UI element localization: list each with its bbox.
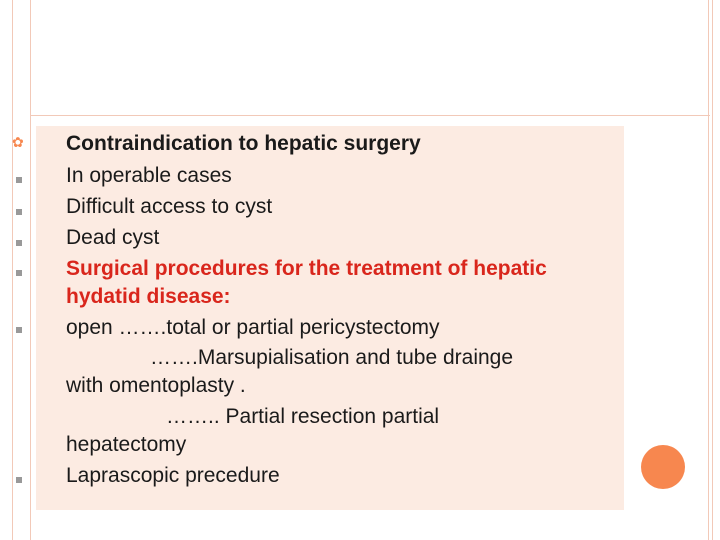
list-item-sub: …….. Partial resection partial	[166, 405, 440, 428]
red-heading-line: Surgical procedures for the treatment of hepatic	[66, 257, 547, 280]
list-item: In operable cases	[66, 164, 232, 187]
square-bullet-icon	[16, 270, 22, 276]
orange-circle-decoration	[641, 445, 685, 489]
list-item-sub: …….Marsupialisation and tube drainge	[150, 346, 514, 369]
left-line	[12, 0, 13, 540]
square-bullet-icon	[16, 177, 22, 183]
square-bullet-icon	[16, 240, 22, 246]
square-bullet-icon	[16, 209, 22, 215]
slide-title-area	[30, 0, 710, 116]
list-item: open …….total or partial pericystectomy	[66, 316, 440, 339]
list-item: Difficult access to cyst	[66, 195, 273, 218]
square-bullet-icon	[16, 327, 22, 333]
list-item: Dead cyst	[66, 226, 160, 249]
circle-bullet-icon: ✿	[12, 134, 24, 150]
list-item-sub-cont: hepatectomy	[66, 433, 187, 456]
heading-line: Contraindication to hepatic surgery	[66, 132, 421, 155]
list-item: Laprascopic precedure	[66, 464, 280, 487]
list-item-sub-cont: with omentoplasty .	[66, 374, 246, 397]
square-bullet-icon	[16, 477, 22, 483]
right-frame-line-2	[712, 0, 713, 540]
red-heading-line-cont: hydatid disease:	[66, 285, 231, 308]
